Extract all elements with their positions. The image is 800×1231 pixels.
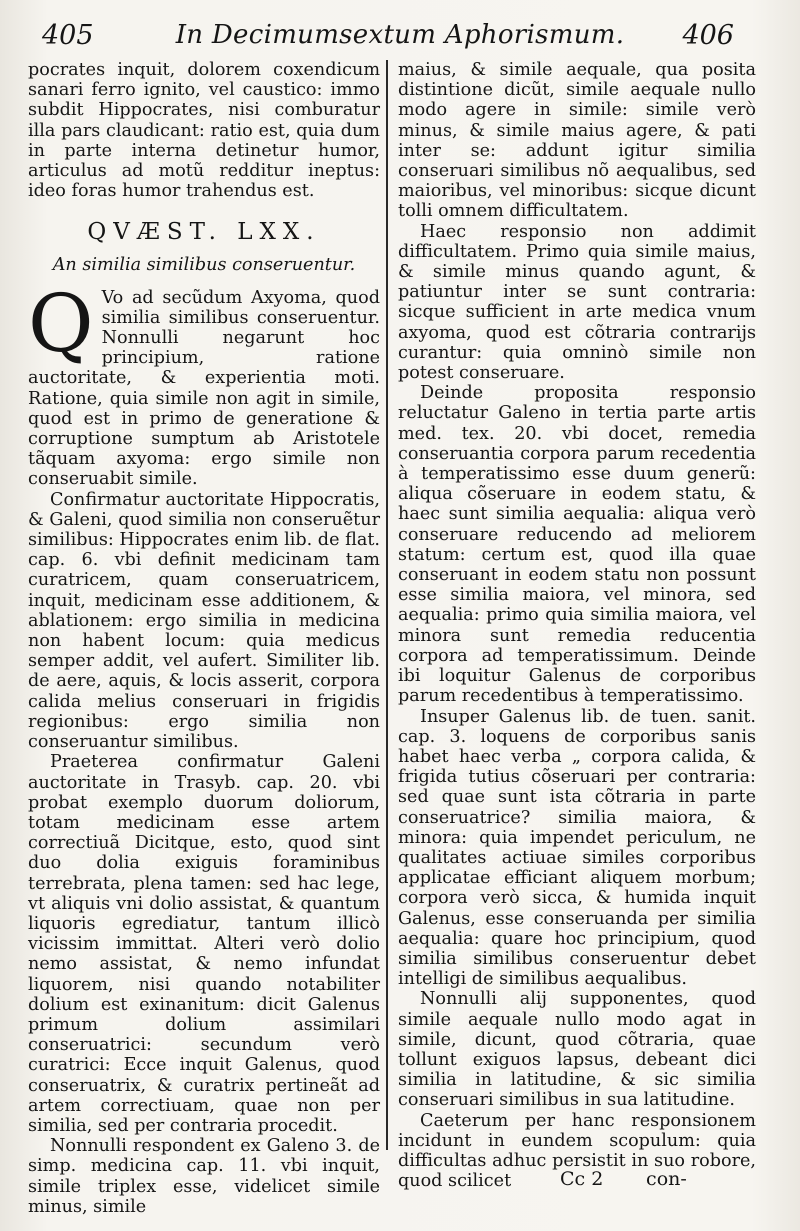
column-divider [386,60,388,1150]
left-column [28,60,380,1217]
quaestio-subtitle: An similia similibus conseruentur. [52,255,356,276]
paragraph: Deinde proposita responsio reluctatur Galeno in tertia parte artis med. tex. 20. vbi docet, remedia conseruantia corpora parum recedentia à temperatissimo esse duum generũ: aliqua cõseruare in eodem statu, & haec sunt similia aequalia: aliqua verò conseruare reducendo ad meliorem statum: certum est, quod illa quae conseruant in eodem statu non possunt esse similia maiora, vel minora, sed aequalia: primo quia similia maiora, vel minora sunt remedia reducentia corpora ad temperatissimum. Deinde ibi loquitur Galenus de corporibus parum recedentibus à temperatissimo. [398,383,756,707]
page-number-right: 406 [682,20,734,51]
paragraph: Caeterum per hanc responsionem incidunt in eundem scopulum: quia difficultas adhuc persistit in suo robore, quod scilicet [398,1110,756,1192]
quaestio-heading: QVÆST. LXX. [87,219,321,246]
page-footer [560,1168,760,1190]
drop-cap: Q [28,276,94,370]
signature-mark: Cc 2 [560,1168,604,1190]
paragraph: Nonnulli respondent ex Galeno 3. de simp. medicina cap. 11. vbi inquit, simile triplex esse, videlicet simile minus, simile [28,1136,380,1217]
paragraph [28,276,380,490]
page-number-left: 405 [42,20,94,51]
paragraph: Nonnulli alij supponentes, quod simile aequale nullo modo agat in simile, dicunt, quod cõtraria, quae tollunt exiguos lapsus, debeant dici similia in latitudine, & sic similia conseruari similibus in sua latitudine. [398,989,756,1111]
paragraph-continued: pocrates inquit, dolorem coxendicum sanari ferro ignito, vel caustico: immo subdit Hippocrates, nisi comburatur illa pars claudicant: ratio est, quia dum in parte interna detinetur humor, articulus ad motũ redditur ineptus: ideo foras humor trahendus est. [28,60,380,202]
paragraph-continued: maius, & simile aequale, qua posita distintione dicũt, simile aequale nullo modo agere in simile: simile verò minus, & simile maius agere, & pati inter se: addunt igitur similia conseruari similibus nõ aequalibus, sed maioribus, vel minoribus: sicque dicunt tolli omnem difficultatem. [398,60,756,222]
paragraph-text: Vo ad secũdum Axyoma, quod similia similibus conseruentur. Nonnulli negarunt hoc principium, ratione auctoritate, & experientia moti. Ratione, quia simile non agit in simile, quod est in primo de generatione & corruptione sumptum ab Aristotele tãquam axyoma: ergo simile non conseruabit simile. [28,287,380,490]
paragraph: Insuper Galenus lib. de tuen. sanit. cap. 3. loquens de corporibus sanis habet haec verba „ corpora calida, & frigida tutius cõseruari per contraria: sed quae sunt ista cõtraria in parte conseruatrice? similia maiora, & minora: quia impendet periculum, ne qualitates actiuae similes corporibus applicatae efficiant aliquem morbum; corpora verò sicca, & humida inquit Galenus, esse conseruanda per similia aequalia: quare hoc principium, quod similia similibus conseruentur debet intelligi de similibus aequalibus. [398,706,756,990]
paragraph: Haec responsio non addimit difficultatem. Primo quia simile maius, & simile minus quando agunt, & patiuntur inter se sunt contraria: sicque sufficient in arte medica vnum axyoma, quod est cõtraria contrarijs curantur: quia omninò simile non potest conseruare. [398,221,756,384]
page-header [0,18,800,58]
running-title: In Decimumsextum Aphorismum. [175,20,625,50]
paragraph: Confirmatur auctoritate Hippocratis, & Galeni, quod similia non conseruẽtur similibus: Hippocrates enim lib. de flat. cap. 6. vbi definit medicinam tam curatricem, quam conseruatricem, inquit, medicinam esse additionem, & ablationem: ergo similia in medicina non habent locum: quia medicus semper addit, vel aufert. Similiter lib. de aere, aquis, & locis asserit, corpora calida melius conseruari in frigidis regionibus: ergo similia non conseruantur similibus. [28,489,380,753]
paragraph: Praeterea confirmatur Galeni auctoritate in Trasyb. cap. 20. vbi probat exemplo duorum doliorum, totam medicinam esse artem correctiuã Dicitque, esto, quod sint duo dolia exiguis foraminibus terrebrata, plena tamen: sed hac lege, vt aliquis vni dolio assistat, & quantum liquoris egrediatur, tantum illicò vicissim immittat. Alteri verò dolio nemo assistat, & nemo infundat liquorem, nisi quando notabiliter dolium est exinanitum: dicit Galenus primum dolium assimilari conseruatrici: secundum verò curatrici: Ecce inquit Galenus, quod conseruatrix, & curatrix pertineãt ad artem correctiuam, quae non per similia, sed per contraria procedit. [28,752,380,1136]
catchword: con- [646,1168,687,1190]
